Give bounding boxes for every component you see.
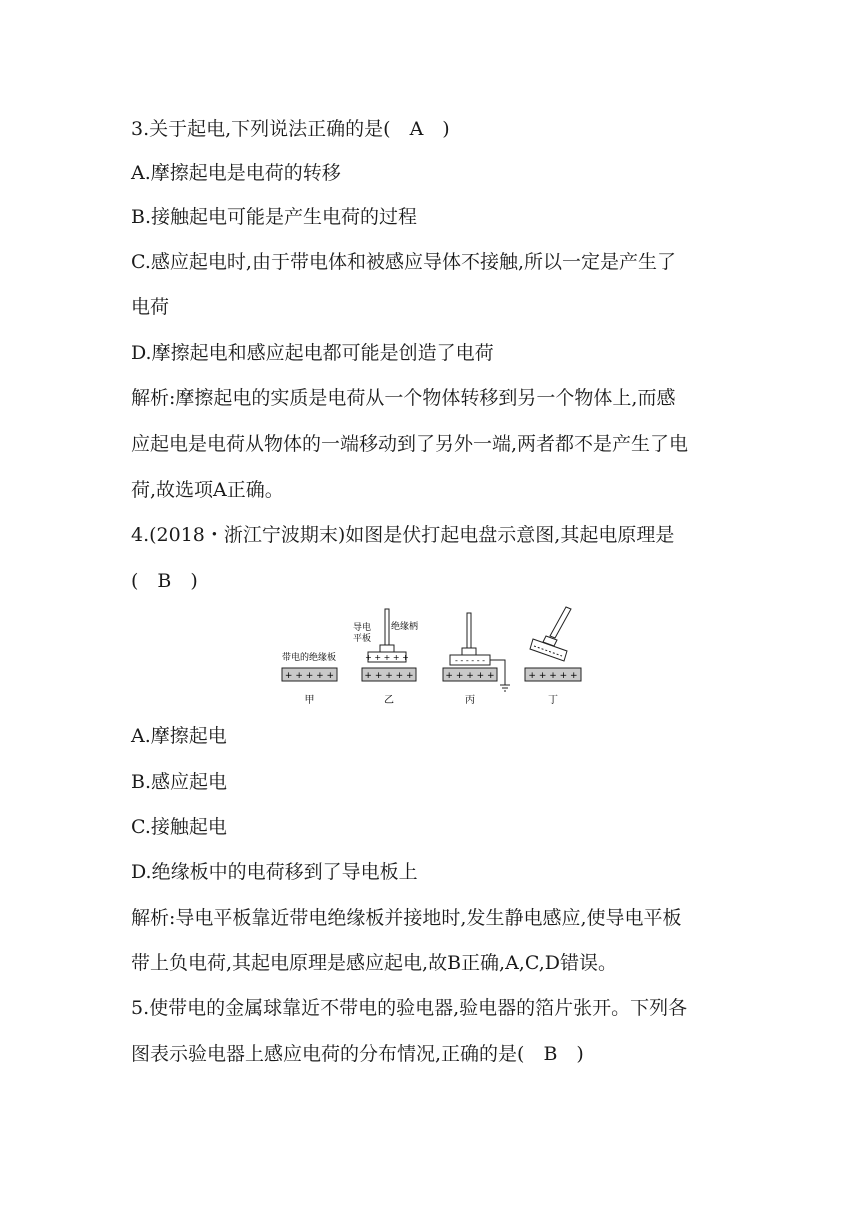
q4-option-c: C.接触起电 [131, 816, 227, 838]
handle-ding [550, 607, 571, 638]
handle-bing [467, 613, 471, 648]
label-conductor-line2: 平板 [353, 634, 372, 644]
panel-ding [525, 607, 581, 706]
q3-analysis-line2: 应起电是电荷从物体的一端移动到了另外一端,两者都不是产生了电 [131, 433, 689, 455]
q3-analysis-line1: 解析:摩擦起电的实质是电荷从一个物体转移到另一个物体上,而感 [131, 387, 676, 409]
knob-yi [380, 645, 394, 652]
q3-analysis-line3: 荷,故选项A正确。 [131, 479, 284, 501]
q4-option-d: D.绝缘板中的电荷移到了导电板上 [131, 861, 418, 883]
q4-option-b: B.感应起电 [131, 771, 228, 793]
q4-stem-line2: ( B ) [131, 570, 198, 592]
q3-option-c-line2: 电荷 [131, 296, 170, 318]
caption-yi: 乙 [384, 695, 394, 706]
caption-ding: 丁 [548, 695, 558, 706]
plate-charges-yi: + + + + + [364, 671, 414, 681]
panel-yi [353, 609, 418, 706]
q4-analysis-line1: 解析:导电平板靠近带电绝缘板并接地时,发生静电感应,使导电平板 [131, 907, 682, 929]
q3-option-d: D.摩擦起电和感应起电都可能是创造了电荷 [131, 342, 494, 364]
q3-option-a: A.摩擦起电是电荷的转移 [131, 162, 341, 184]
conductor-charges-bing: - - - - - - [454, 656, 486, 665]
plate-charges-ding: + + + + + [528, 671, 578, 681]
q4-analysis-line2: 带上负电荷,其起电原理是感应起电,故B正确,A,C,D错误。 [131, 952, 617, 974]
caption-bing: 丙 [465, 695, 475, 706]
q3-stem: 3.关于起电,下列说法正确的是( A ) [131, 118, 450, 140]
panel-bing [443, 613, 510, 706]
label-charged-plate: 带电的绝缘板 [282, 653, 337, 663]
q5-stem-line2: 图表示验电器上感应电荷的分布情况,正确的是( B ) [131, 1043, 584, 1065]
q3-option-b: B.接触起电可能是产生电荷的过程 [131, 206, 418, 228]
q3-option-c-line1: C.感应起电时,由于带电体和被感应导体不接触,所以一定是产生了 [131, 251, 676, 273]
plate-charges-bing: + + + + + [445, 671, 495, 681]
label-conductor-line1: 导电 [353, 623, 372, 633]
plate-charges-jia: + + + + + [284, 671, 335, 681]
handle-yi [385, 609, 389, 645]
q5-stem-line1: 5.使带电的金属球靠近不带电的验电器,验电器的箔片张开。下列各 [131, 997, 688, 1019]
label-handle: 绝缘柄 [391, 622, 419, 632]
panel-jia [282, 651, 337, 706]
q4-option-a: A.摩擦起电 [131, 725, 227, 747]
caption-jia: 甲 [304, 695, 315, 706]
q4-stem-line1: 4.(2018・浙江宁波期末)如图是伏打起电盘示意图,其起电原理是 [131, 524, 675, 546]
knob-bing [462, 648, 476, 655]
conductor-charges-yi: + + + + + [365, 653, 409, 662]
electrophorus-figure [276, 605, 596, 709]
